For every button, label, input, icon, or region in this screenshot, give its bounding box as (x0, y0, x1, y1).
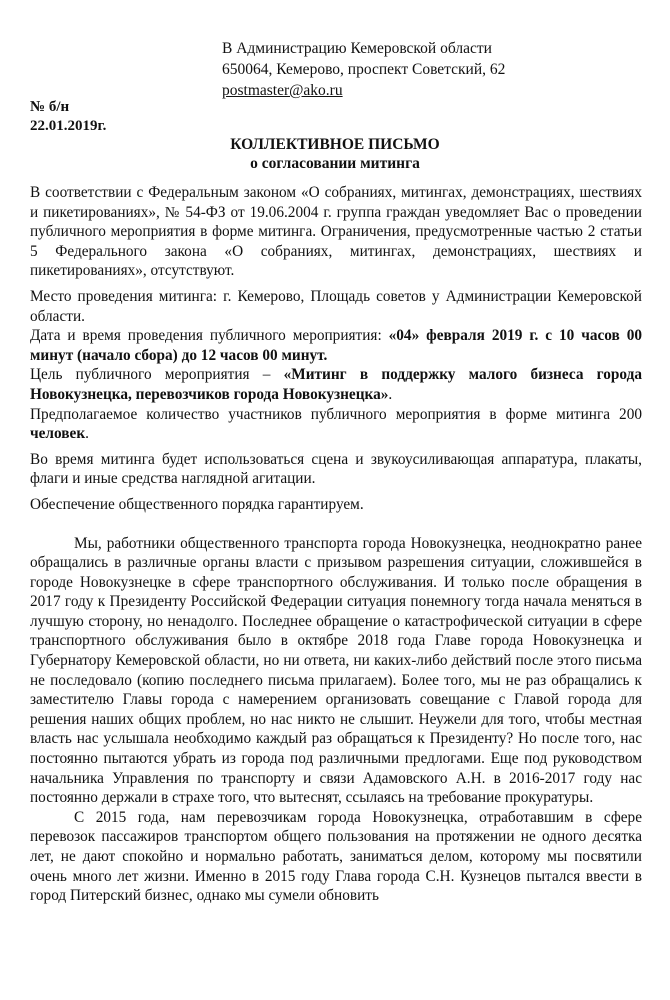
title-sub: о согласовании митинга (250, 155, 420, 172)
letter-number: № б/н (30, 99, 70, 115)
purpose-period: . (388, 385, 393, 403)
participants-label: Предполагаемое количество участников публичного мероприятия в форме митинга 200 (30, 405, 642, 423)
recipient-email-link[interactable]: postmaster@ako.ru (222, 82, 343, 99)
participants-period: . (85, 425, 89, 443)
recipient-postal-address: 650064, Кемерово, проспект Советский, 62 (222, 61, 506, 78)
title-main: КОЛЛЕКТИВНОЕ ПИСЬМО (230, 136, 440, 153)
paragraph-order: Обеспечение общественного порядка гарантируем. (30, 495, 364, 513)
paragraph-equipment: Во время митинга будет использоваться сцена и звукоусиливающая аппаратура, плакаты, флаги и иные средства наглядной агитации. (30, 450, 642, 488)
datetime-label: Дата и время проведения публичного мероприятия: (30, 327, 389, 345)
datetime-value: «04» февраля 2019 г. с 10 часов 00 минут (начало сбора) до 12 часов 00 минут. (30, 327, 642, 364)
paragraph-purpose (30, 365, 642, 404)
paragraph-location: Место проведения митинга: г. Кемерово, Площадь советов у Администрации Кемеровской области. (30, 287, 642, 325)
letter-title (0, 135, 670, 173)
paragraph-datetime (30, 326, 642, 365)
recipient-line: В Администрацию Кемеровской области (222, 40, 492, 57)
paragraph-since-2015: С 2015 года, нам перевозчикам города Новокузнецка, отработавшим в сфере перевозок пассажиров транспортом общего пользования на протяжении не одного десятка лет, не дают спокойно и нормально работать, заниматься делом, которому мы посвятили очень много лет жизни. Именно в 2015 году Глава города С.Н. Кузнецов пытался ввести в город Питерский бизнес, однако мы сумели обновить (30, 808, 642, 905)
letter-date: 22.01.2019г. (30, 118, 107, 134)
purpose-value: «Митинг в поддержку малого бизнеса города Новокузнецка, перевозчиков города Новокузнецка» (30, 366, 643, 403)
paragraph-appeal-history: Мы, работники общественного транспорта города Новокузнецка, неоднократно ранее обращались в различные органы власти с призывом разрешения ситуации, сложившейся в городе Новокузнецке в сфере транспортного обслуживания. И только после обращения в 2017 году к Президенту Российской Федерации ситуация понемногу тогда начала меняться в лучшую сторону, но ненадолго. Последнее обращение о катастрофической ситуации в сфере транспортного обслуживания было в октябре 2018 года Главе города Новокузнецка и Губернатору Кемеровской области, но ни ответа, ни каких-либо действий после этого письма не последовало (копию последнего письма прилагаем). Более того, мы не раз обращались к заместителю Главы города с намерением организовать совещание с Главой города для решения наших общих проблем, но нас никто не слышит. Неужели для того, чтобы местная власть нас услышала необходимо каждый раз обращаться к Президенту? Но после того, нас постоянно пытаются убрать из города под различными предлогами. Еще под руководством начальника Управления по транспорту и связи Адамовского А.Н. в 2016-2017 году нас постоянно держали в страхе того, что вытеснят, ссылаясь на требование прокуратуры. (30, 534, 642, 807)
paragraph-participants (30, 405, 642, 444)
purpose-label: Цель публичного мероприятия – (30, 366, 284, 384)
recipient-address (222, 38, 505, 101)
letter-meta (30, 98, 106, 136)
participants-unit: человек (30, 425, 86, 443)
letter-body (30, 183, 642, 906)
paragraph-legal-basis: В соответствии с Федеральным законом «О собраниях, митингах, демонстрациях, шествиях и пикетированиях», № 54-ФЗ от 19.06.2004 г. группа граждан уведомляет Вас о проведении публичного мероприятия в форме митинга. Ограничения, предусмотренные частью 2 статьи 5 Федерального закона «О собраниях, митингах, демонстрациях, шествиях и пикетированиях», отсутствуют. (30, 184, 642, 280)
